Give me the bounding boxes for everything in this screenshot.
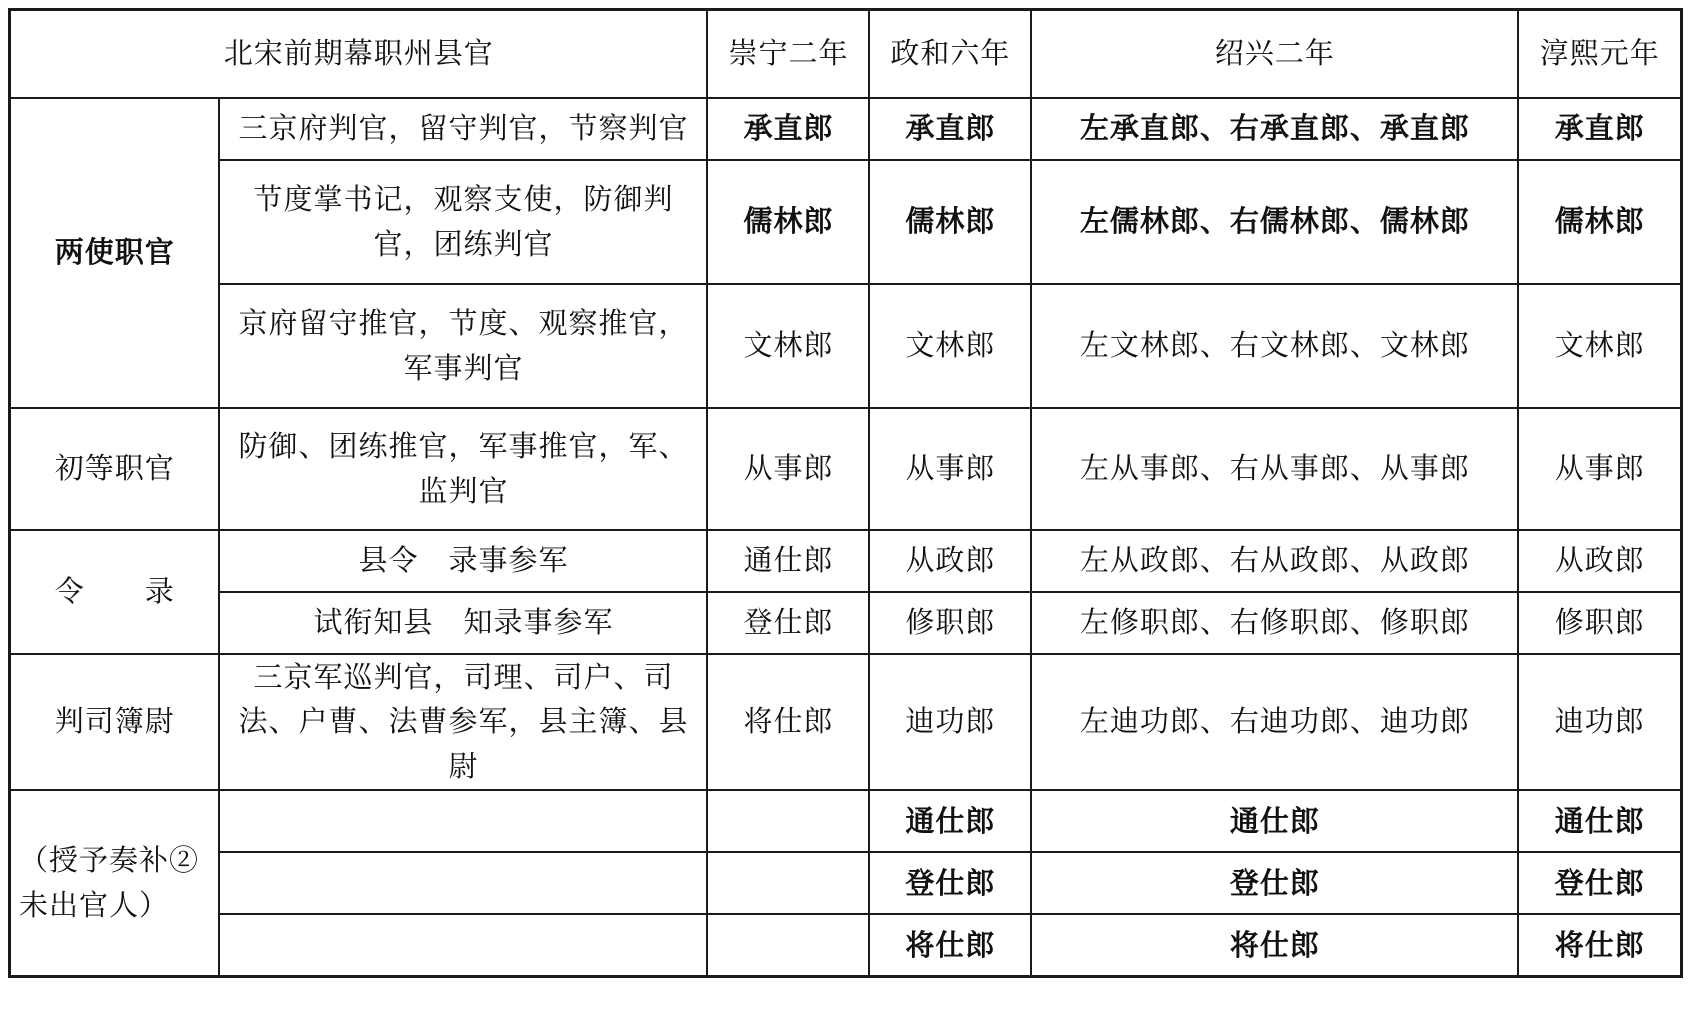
group-liangshi: 两使职官 <box>10 98 220 408</box>
rank-cell: 承直郎 <box>869 98 1031 160</box>
rank-cell: 左儒林郎、右儒林郎、儒林郎 <box>1031 160 1518 284</box>
rank-cell: 通仕郎 <box>1518 790 1681 852</box>
rank-cell: 登仕郎 <box>1031 852 1518 914</box>
office-cell <box>219 914 707 976</box>
rank-cell <box>707 852 869 914</box>
rank-cell: 文林郎 <box>869 284 1031 408</box>
rank-cell: 登仕郎 <box>1518 852 1681 914</box>
rank-cell: 修职郎 <box>869 592 1031 654</box>
office-cell <box>219 852 707 914</box>
office-cell: 防御、团练推官，军事推官，军、监判官 <box>219 408 707 530</box>
office-cell: 节度掌书记，观察支使，防御判官，团练判官 <box>219 160 707 284</box>
rank-cell: 儒林郎 <box>707 160 869 284</box>
rank-cell: 左文林郎、右文林郎、文林郎 <box>1031 284 1518 408</box>
rank-cell: 文林郎 <box>1518 284 1681 408</box>
rank-cell: 迪功郎 <box>1518 654 1681 791</box>
rank-cell: 从政郎 <box>1518 530 1681 592</box>
rank-cell: 迪功郎 <box>869 654 1031 791</box>
rank-cell: 将仕郎 <box>1518 914 1681 976</box>
table-row <box>10 654 1682 791</box>
rank-cell: 登仕郎 <box>707 592 869 654</box>
table-row <box>10 160 1682 284</box>
rank-cell: 从事郎 <box>869 408 1031 530</box>
rank-cell: 左迪功郎、右迪功郎、迪功郎 <box>1031 654 1518 791</box>
rank-cell: 文林郎 <box>707 284 869 408</box>
rank-cell: 儒林郎 <box>869 160 1031 284</box>
table-row <box>10 530 1682 592</box>
rank-cell: 儒林郎 <box>1518 160 1681 284</box>
rank-cell: 左从政郎、右从政郎、从政郎 <box>1031 530 1518 592</box>
office-cell <box>219 790 707 852</box>
header-row <box>10 10 1682 98</box>
rank-cell: 修职郎 <box>1518 592 1681 654</box>
header-shaoxing: 绍兴二年 <box>1031 10 1518 98</box>
rank-cell: 左从事郎、右从事郎、从事郎 <box>1031 408 1518 530</box>
rank-cell: 通仕郎 <box>869 790 1031 852</box>
office-cell: 京府留守推官，节度、观察推官，军事判官 <box>219 284 707 408</box>
rank-cell: 左承直郎、右承直郎、承直郎 <box>1031 98 1518 160</box>
office-cell: 试衔知县 知录事参军 <box>219 592 707 654</box>
header-zhenghe: 政和六年 <box>869 10 1031 98</box>
office-cell: 三京军巡判官，司理、司户、司法、户曹、法曹参军，县主簿、县尉 <box>219 654 707 791</box>
rank-cell: 从政郎 <box>869 530 1031 592</box>
official-rank-table <box>8 8 1683 978</box>
rank-cell: 左修职郎、右修职郎、修职郎 <box>1031 592 1518 654</box>
rank-cell: 从事郎 <box>707 408 869 530</box>
rank-cell <box>707 914 869 976</box>
table-row <box>10 284 1682 408</box>
group-pansi: 判司簿尉 <box>10 654 220 791</box>
group-chudeng: 初等职官 <box>10 408 220 530</box>
group-linglu: 令 录 <box>10 530 220 654</box>
header-northern-song: 北宋前期幕职州县官 <box>10 10 708 98</box>
rank-cell: 通仕郎 <box>1031 790 1518 852</box>
rank-cell: 将仕郎 <box>707 654 869 791</box>
table-wrapper <box>8 8 1683 978</box>
rank-cell: 承直郎 <box>1518 98 1681 160</box>
header-chongning: 崇宁二年 <box>707 10 869 98</box>
table-row <box>10 408 1682 530</box>
table-row <box>10 98 1682 160</box>
group-shouyu: （授予奏补②未出官人） <box>10 790 220 976</box>
table-row <box>10 852 1682 914</box>
rank-cell: 将仕郎 <box>869 914 1031 976</box>
header-chunxi: 淳熙元年 <box>1518 10 1681 98</box>
rank-cell: 通仕郎 <box>707 530 869 592</box>
rank-cell <box>707 790 869 852</box>
table-row <box>10 790 1682 852</box>
rank-cell: 将仕郎 <box>1031 914 1518 976</box>
rank-cell: 登仕郎 <box>869 852 1031 914</box>
table-row <box>10 592 1682 654</box>
rank-cell: 从事郎 <box>1518 408 1681 530</box>
office-cell: 县令 录事参军 <box>219 530 707 592</box>
office-cell: 三京府判官，留守判官，节察判官 <box>219 98 707 160</box>
table-row <box>10 914 1682 976</box>
rank-cell: 承直郎 <box>707 98 869 160</box>
